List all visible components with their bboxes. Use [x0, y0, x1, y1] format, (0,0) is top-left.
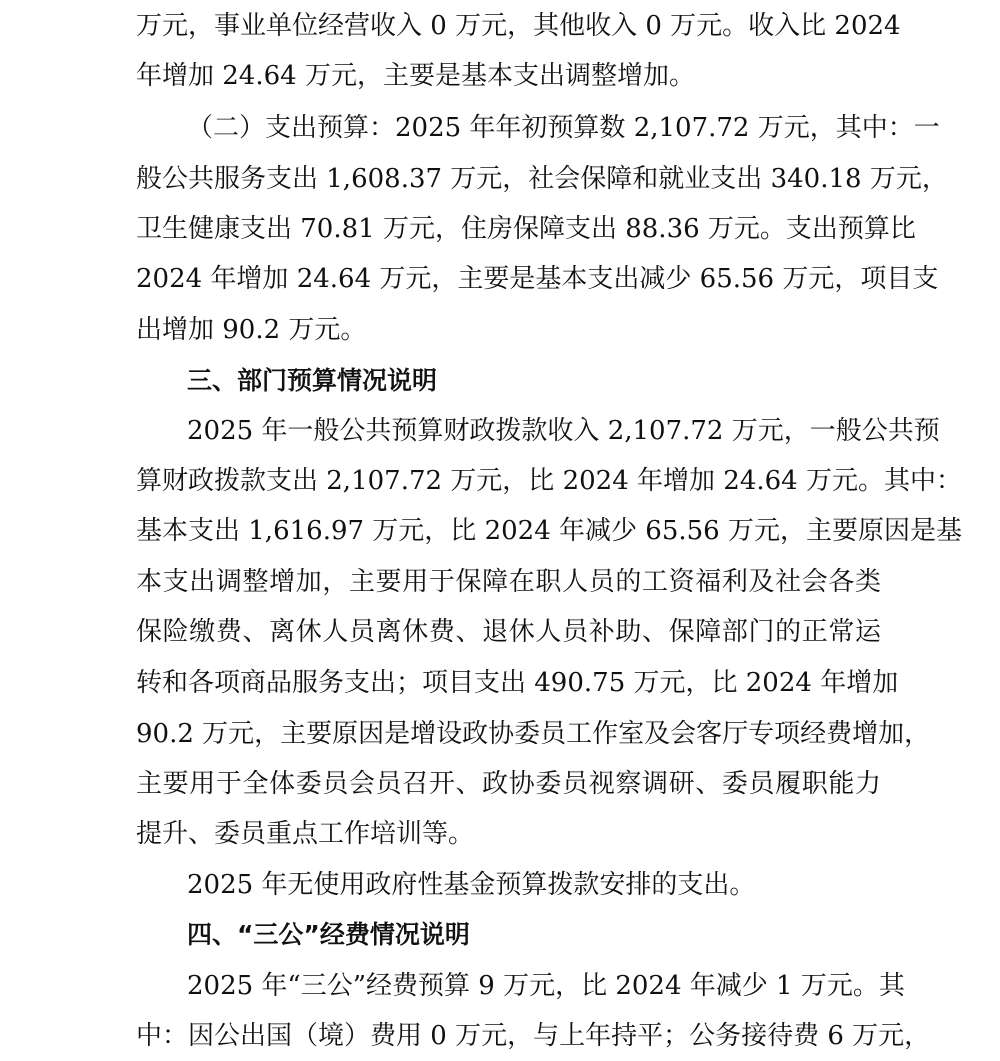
paragraph-line: 提升、委员重点工作培训等。: [136, 819, 475, 849]
paragraph-line: 2025 年“三公”经费预算 9 万元，比 2024 年减少 1 万元。其: [187, 971, 905, 1001]
paragraph-line: 般公共服务支出 1,608.37 万元，社会保障和就业支出 340.18 万元，: [136, 164, 948, 194]
paragraph-line: 2025 年无使用政府性基金预算拨款安排的支出。: [187, 870, 756, 900]
paragraph-line: 卫生健康支出 70.81 万元，住房保障支出 88.36 万元。支出预算比: [136, 214, 916, 244]
paragraph-line: 保险缴费、离休人员离休费、退休人员补助、保障部门的正常运: [136, 617, 881, 647]
paragraph-line: 中：因公出国（境）费用 0 万元，与上年持平；公务接待费 6 万元，: [136, 1021, 931, 1051]
paragraph-line: 出增加 90.2 万元。: [136, 315, 367, 345]
section-heading: 三、部门预算情况说明: [187, 366, 438, 395]
paragraph-line: （二）支出预算：2025 年年初预算数 2,107.72 万元，其中：一: [187, 113, 940, 143]
paragraph-line: 本支出调整增加，主要用于保障在职人员的工资福利及社会各类: [136, 567, 881, 597]
paragraph-line: 2024 年增加 24.64 万元，主要是基本支出减少 65.56 万元，项目支: [136, 264, 939, 294]
paragraph-line: 转和各项商品服务支出；项目支出 490.75 万元，比 2024 年增加: [136, 668, 899, 698]
section-heading: 四、“三公”经费情况说明: [187, 920, 470, 949]
paragraph-line: 2025 年一般公共预算财政拨款收入 2,107.72 万元，一般公共预: [187, 416, 940, 446]
paragraph-line: 90.2 万元，主要原因是增设政协委员工作室及会客厅专项经费增加，: [136, 719, 931, 749]
paragraph-line: 年增加 24.64 万元，主要是基本支出调整增加。: [136, 61, 695, 91]
paragraph-line: 基本支出 1,616.97 万元，比 2024 年减少 65.56 万元，主要原因是基: [136, 516, 962, 546]
paragraph-line: 主要用于全体委员会员召开、政协委员视察调研、委员履职能力: [136, 769, 881, 799]
paragraph-line: 算财政拨款支出 2,107.72 万元，比 2024 年增加 24.64 万元。其中：: [136, 466, 962, 496]
paragraph-line: 万元，事业单位经营收入 0 万元，其他收入 0 万元。收入比 2024: [136, 11, 901, 41]
